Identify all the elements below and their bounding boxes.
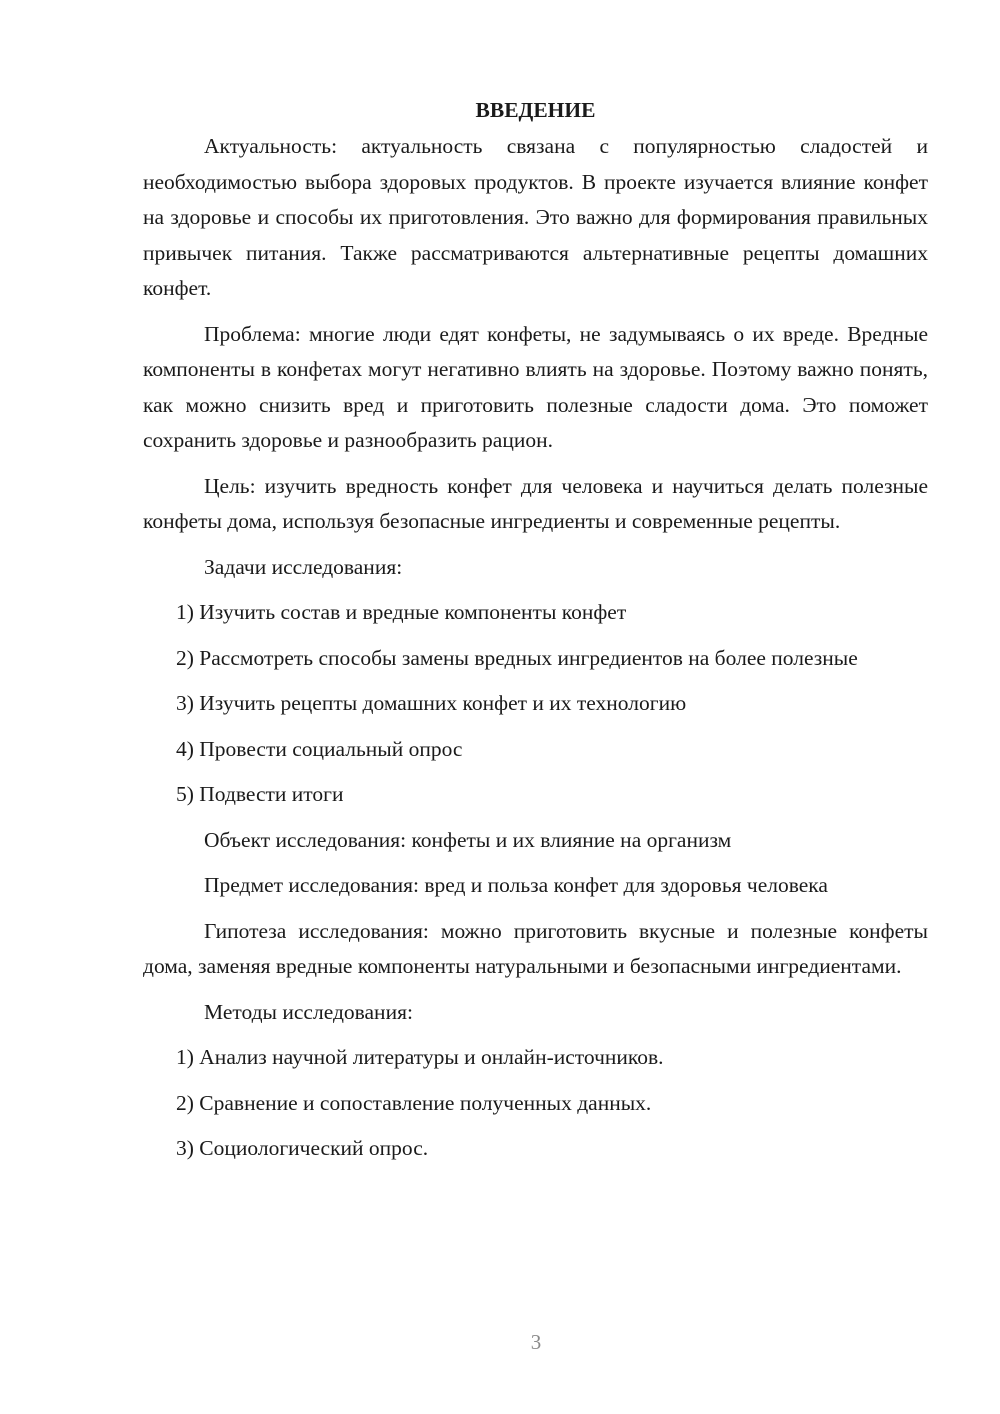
goal-paragraph: Цель: изучить вредность конфет для человека и научиться делать полезные конфеты дома, используя безопасные ингредиенты и современные рецепты.	[143, 473, 928, 533]
document-body	[143, 95, 928, 1177]
problem-paragraph: Проблема: многие люди едят конфеты, не задумываясь о их вреде. Вредные компоненты в конфетах могут негативно влиять на здоровье. Поэтому важно понять, как можно снизить вред и приготовить полезные сладости дома. Это поможет сохранить здоровье и разнообразить рацион.	[143, 321, 928, 452]
task-item: 3) Изучить рецепты домашних конфет и их технологию	[176, 691, 687, 715]
subject-paragraph: Предмет исследования: вред и польза конфет для здоровья человека	[204, 873, 828, 897]
tasks-title: Задачи исследования:	[204, 554, 403, 579]
hypothesis-paragraph: Гипотеза исследования: можно приготовить вкусные и полезные конфеты дома, заменяя вредные компоненты натуральными и безопасными ингредиентами.	[143, 918, 928, 978]
method-item: 2) Сравнение и сопоставление полученных данных.	[176, 1090, 652, 1115]
task-item: 4) Провести социальный опрос	[176, 736, 463, 761]
method-item: 3) Социологический опрос.	[176, 1136, 429, 1160]
task-item: 2) Рассмотреть способы замены вредных ингредиентов на более полезные	[176, 645, 858, 670]
task-item: 1) Изучить состав и вредные компоненты конфет	[176, 600, 627, 624]
methods-title: Методы исследования:	[204, 999, 413, 1024]
section-heading: ВВЕДЕНИЕ	[475, 98, 596, 122]
method-item: 1) Анализ научной литературы и онлайн-источников.	[176, 1045, 664, 1069]
relevance-paragraph: Актуальность: актуальность связана с популярностью сладостей и необходимостью выбора здоровых продуктов. В проекте изучается влияние конфет на здоровье и способы их приготовления. Это важно для формирования правильных привычек питания. Также рассматриваются альтернативные рецепты домашних конфет.	[143, 134, 928, 300]
object-paragraph: Объект исследования: конфеты и их влияние на организм	[204, 827, 732, 852]
task-item: 5) Подвести итоги	[176, 782, 344, 806]
page-number: 3	[530, 1330, 542, 1354]
